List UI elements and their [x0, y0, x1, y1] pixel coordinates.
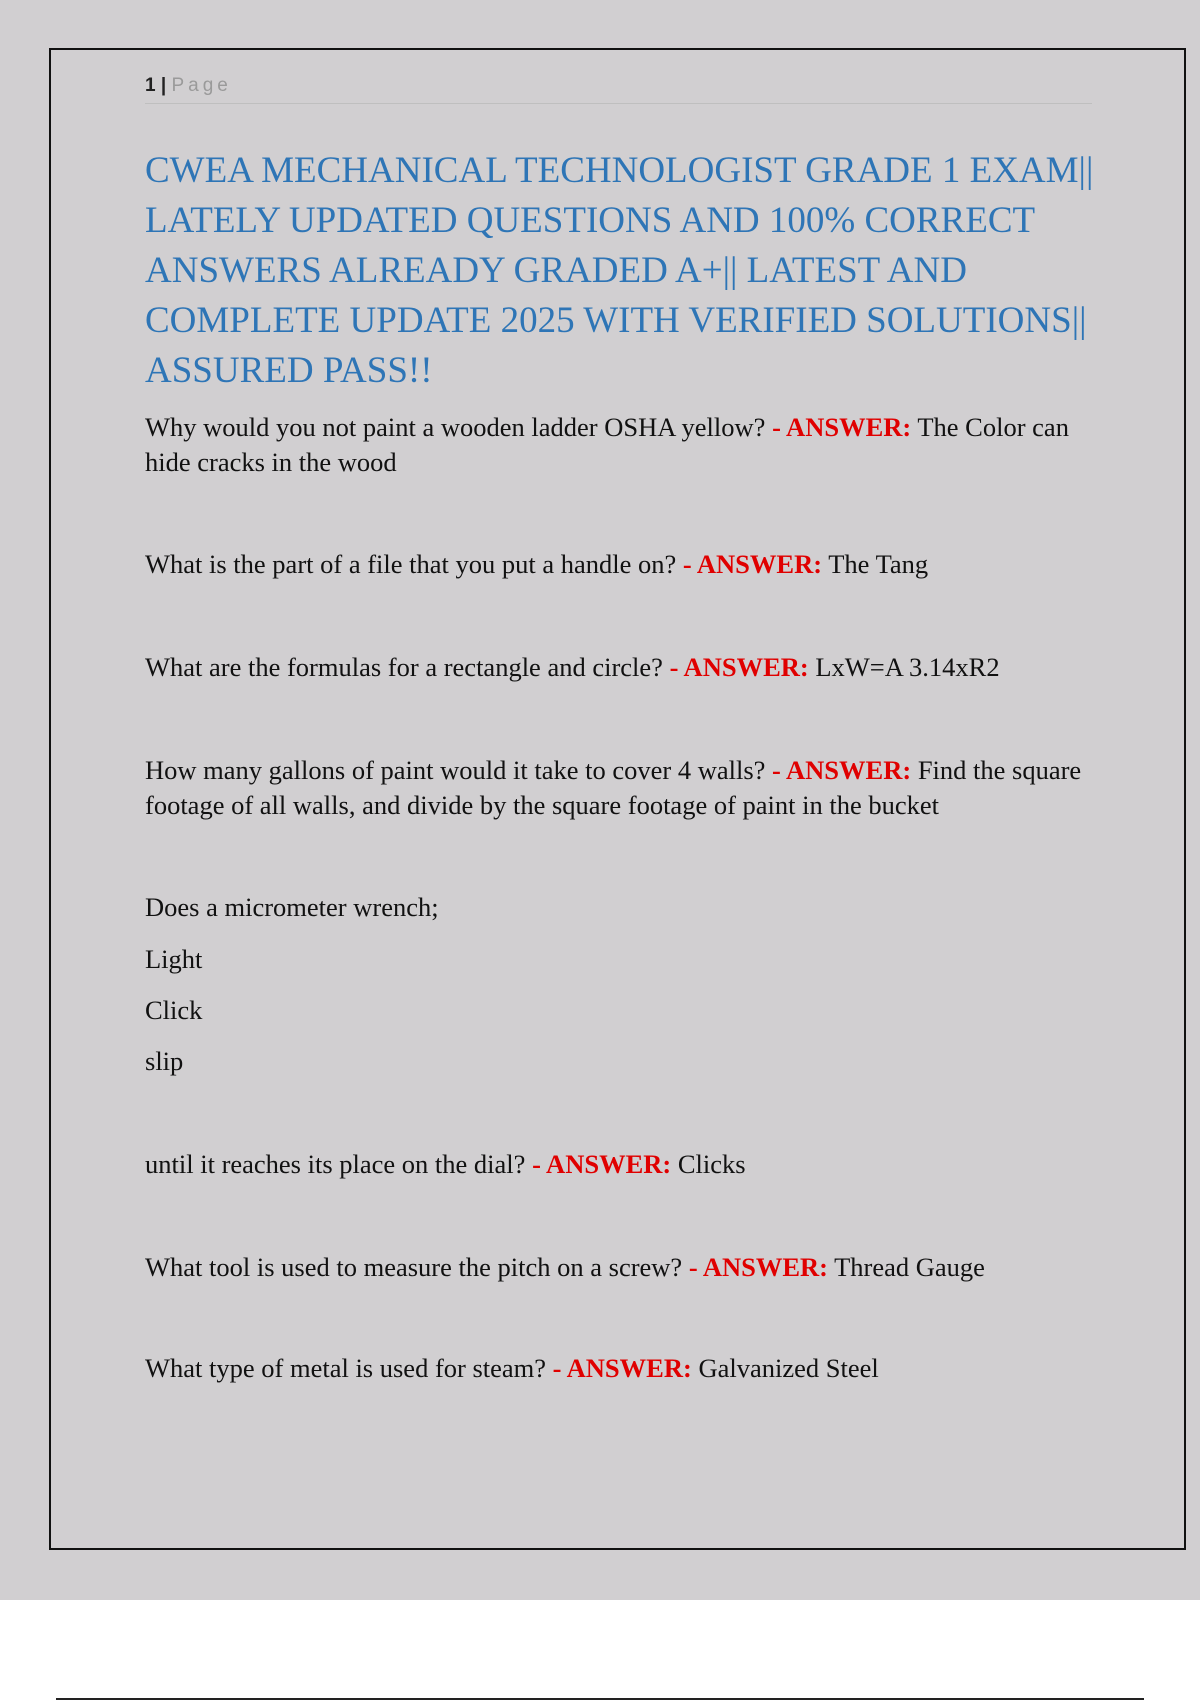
question-text: What type of metal is used for steam? [145, 1353, 547, 1383]
answer-marker: - ANSWER: [532, 1149, 672, 1179]
answer-text: Find the square footage of all walls, and divide by the square footage of paint in the bucket [145, 755, 1082, 820]
answer-marker: - ANSWER: [552, 1353, 692, 1383]
answer-text: Clicks [677, 1149, 746, 1179]
micrometer-option-line: Click [145, 995, 203, 1025]
answer-marker: - ANSWER: [682, 549, 823, 579]
answer-text: The Color can hide cracks in the wood [145, 412, 1069, 477]
answer-marker: - ANSWER: [772, 412, 912, 442]
question-text: How many gallons of paint would it take to cover 4 walls? [145, 755, 766, 785]
page-number: 1 [145, 75, 156, 96]
qa-item [145, 753, 1095, 823]
qa-item [145, 650, 1095, 685]
question-text: until it reaches its place on the dial? [145, 1149, 526, 1179]
qa-item [145, 1250, 1095, 1285]
answer-marker: - ANSWER: [669, 652, 809, 682]
qa-item [145, 1147, 1095, 1182]
micrometer-question-line: Does a micrometer wrench; [145, 892, 439, 922]
answer-text: Thread Gauge [834, 1252, 985, 1282]
answer-marker: - ANSWER: [772, 755, 912, 785]
answer-text: Galvanized Steel [698, 1353, 879, 1383]
page-label: Page [171, 75, 232, 96]
document-title: CWEA MECHANICAL TECHNOLOGIST GRADE 1 EXAM|| LATELY UPDATED QUESTIONS AND 100% CORRECT ANSWERS ALREADY GRADED A+|| LATEST AND COMPLETE UPDATE 2025 WITH VERIFIED SOLUTIONS|| ASSURED PASS!! [145, 150, 1094, 391]
micrometer-option-line: Light [145, 944, 203, 974]
answer-marker: - ANSWER: [688, 1252, 828, 1282]
question-text: Why would you not paint a wooden ladder OSHA yellow? [145, 412, 766, 442]
answer-text: The Tang [828, 549, 929, 579]
question-text: What tool is used to measure the pitch on a screw? [145, 1252, 683, 1282]
qa-item [145, 410, 1095, 480]
micrometer-option-line: slip [145, 1046, 184, 1076]
qa-item [145, 547, 1095, 582]
question-text: What are the formulas for a rectangle and circle? [145, 652, 663, 682]
answer-text: LxW=A 3.14xR2 [815, 652, 1000, 682]
qa-item [145, 1351, 1095, 1386]
page-separator: | [160, 75, 167, 96]
page-header [145, 74, 1092, 104]
question-text: What is the part of a file that you put a handle on? [145, 549, 677, 579]
